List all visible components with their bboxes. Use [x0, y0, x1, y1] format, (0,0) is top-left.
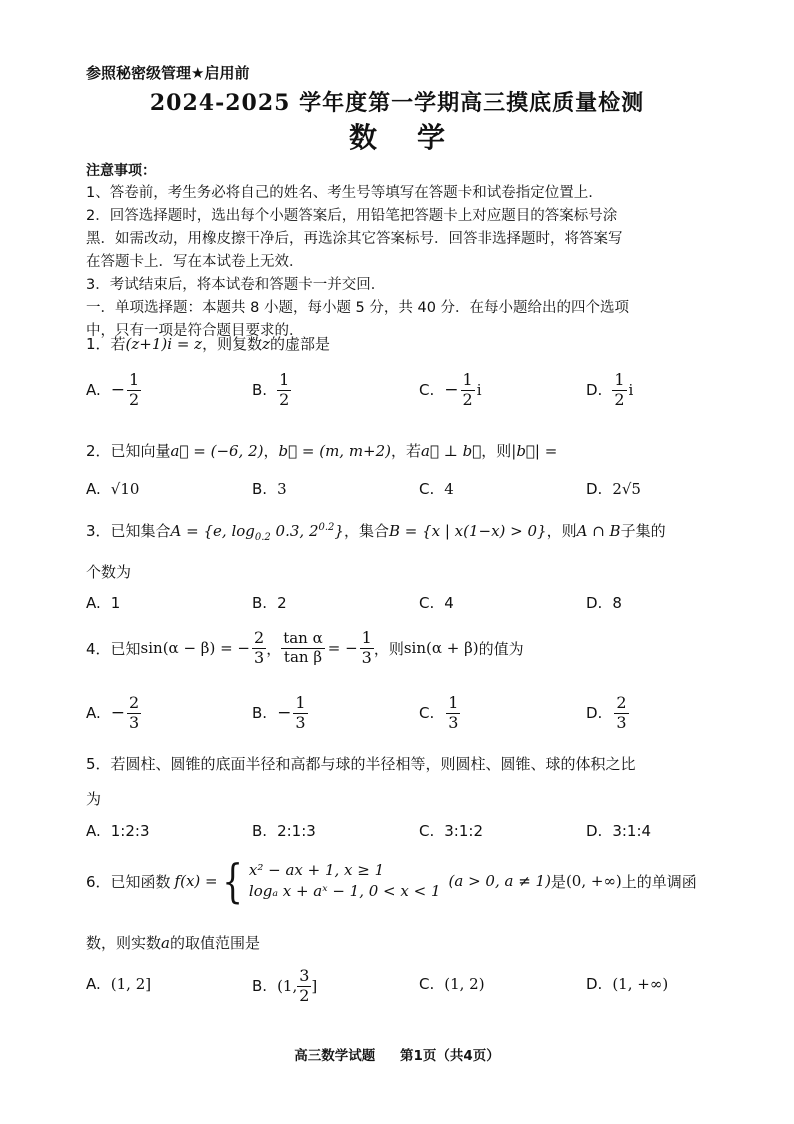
fraction: $\frac{1}{2}$ — [129, 370, 140, 409]
question-4-option-c[interactable]: C. $\frac{1}{3}$ — [419, 693, 459, 732]
question-6-option-a[interactable]: A. (1, 2] — [86, 975, 152, 993]
question-5-stem: 5．若圆柱、圆锥的底面半径和高都与球的半径相等，则圆柱、圆锥、球的体积之比 — [86, 755, 636, 773]
footer-exam-name: 高三数学试题 — [294, 1048, 376, 1064]
question-6-option-c[interactable]: C. (1, 2) — [419, 975, 485, 993]
question-3-stem: 3．已知集合A = {e, $\log_{0.2} 0.3$, $2^{0.2}$}，集合B = {x | x(1−x) > 0}，则A ∩ B子集的 — [86, 522, 666, 543]
note-line-3: 3．考试结束后，将本试卷和答题卡一并交回． — [86, 277, 386, 293]
question-2-option-d[interactable]: D. 2√5 — [586, 480, 641, 498]
section-instructions-b: 中，只有一项是符合题目要求的． — [86, 323, 304, 339]
question-3-option-c[interactable]: C. 4 — [419, 594, 454, 612]
footer-page-info: 第1页（共4页） — [399, 1048, 500, 1064]
fraction: $\frac{1}{3}$ — [295, 693, 306, 732]
question-1-option-a[interactable]: A. − $\frac{1}{2}$ — [86, 370, 140, 409]
note-line-1: 1、答卷前，考生务必将自己的姓名、考生号等填写在答题卡和试卷指定位置上. — [86, 185, 593, 201]
fraction: $\frac{1}{2}$ — [279, 370, 290, 409]
question-5-stem-line2: 为 — [86, 790, 102, 808]
question-2-option-c[interactable]: C. 4 — [419, 480, 454, 498]
subject-title: 数学 — [348, 121, 485, 154]
fraction: $\frac{2}{3}$ — [129, 693, 140, 732]
question-6-option-d[interactable]: D. (1, +∞) — [586, 975, 669, 993]
secret-level-label: 参照秘密级管理★启用前 — [86, 64, 250, 82]
question-3-option-d[interactable]: D. 8 — [586, 594, 622, 612]
question-4-option-d[interactable]: D. $\frac{2}{3}$ — [586, 693, 627, 732]
question-1-option-d[interactable]: D. $\frac{1}{2}$ i — [586, 370, 634, 409]
fraction: $\frac{3}{2}$ — [299, 966, 310, 1005]
question-4-stem: 4．已知 sin(α − β) = − $\frac{2}{3}$ ， $\frac{\text{tan α}}{\text{tan β}}$ = − $\frac{1}{3}$ ，则 sin(α + β) 的值为 — [86, 628, 524, 667]
section-instructions-a: 一．单项选择题：本题共 8 小题，每小题 5 分，共 40 分．在每小题给出的四个选项 — [86, 300, 630, 316]
note-line-2b: 黑．如需改动，用橡皮擦干净后，再选涂其它答案标号．回答非选择题时，将答案写 — [86, 231, 623, 247]
left-brace-icon: { — [222, 854, 243, 908]
question-2-option-b[interactable]: B. 3 — [252, 480, 287, 498]
question-6-stem: 6．已知函数 f(x) = { x² − ax + 1, x ≥ 1 logₐ x + aˣ − 1, 0 < x < 1 (a > 0, a ≠ 1) 是 (0, +∞) 上的单调函 — [86, 854, 697, 908]
page-footer — [0, 1044, 794, 1064]
question-3-stem-line2: 个数为 — [86, 563, 132, 581]
question-1-option-b[interactable]: B. $\frac{1}{2}$ — [252, 370, 290, 409]
fraction: $\frac{1}{2}$ — [462, 370, 473, 409]
fraction: $\frac{1}{3}$ — [448, 693, 459, 732]
note-line-2a: 2．回答选择题时，选出每个小题答案后，用铅笔把答题卡上对应题目的答案标号涂 — [86, 208, 618, 224]
question-5-option-d[interactable]: D. 3:1:4 — [586, 822, 652, 840]
question-3-option-b[interactable]: B. 2 — [252, 594, 287, 612]
piecewise-function: { x² − ax + 1, x ≥ 1 logₐ x + aˣ − 1, 0 < x < 1 — [222, 854, 441, 908]
question-4-option-a[interactable]: A. − $\frac{2}{3}$ — [86, 693, 140, 732]
question-4-option-b[interactable]: B. − $\frac{1}{3}$ — [252, 693, 306, 732]
note-line-2c: 在答题卡上．写在本试卷上无效． — [86, 254, 304, 270]
exam-title: 2024-2025 学年度第一学期高三摸底质量检测 — [149, 90, 645, 116]
question-5-option-b[interactable]: B. 2:1:3 — [252, 822, 316, 840]
fraction: $\frac{2}{3}$ — [254, 628, 265, 667]
notes-heading: 注意事项： — [86, 163, 156, 179]
question-1-option-c[interactable]: C. − $\frac{1}{2}$ i — [419, 370, 482, 409]
question-3-option-a[interactable]: A. 1 — [86, 594, 121, 612]
fraction: $\frac{\text{tan α}}{\text{tan β}}$ — [283, 629, 323, 666]
question-6-option-b[interactable]: B. (1, $\frac{3}{2}$ ] — [252, 966, 318, 1005]
fraction: $\frac{2}{3}$ — [616, 693, 627, 732]
question-5-option-c[interactable]: C. 3:1:2 — [419, 822, 483, 840]
question-2-option-a[interactable]: A. √10 — [86, 480, 140, 498]
question-6-stem-line2: 数，则实数a的取值范围是 — [86, 934, 260, 952]
fraction: $\frac{1}{2}$ — [614, 370, 625, 409]
question-2-stem: 2．已知向量a⃗ = (−6, 2)，b⃗ = (m, m+2)，若a⃗ ⊥ b⃗，则|b⃗| = — [86, 442, 558, 460]
question-1-stem: 1．若(z+1)i = z，则复数z的虚部是 — [86, 335, 331, 353]
question-5-option-a[interactable]: A. 1:2:3 — [86, 822, 150, 840]
fraction: $\frac{1}{3}$ — [361, 628, 372, 667]
